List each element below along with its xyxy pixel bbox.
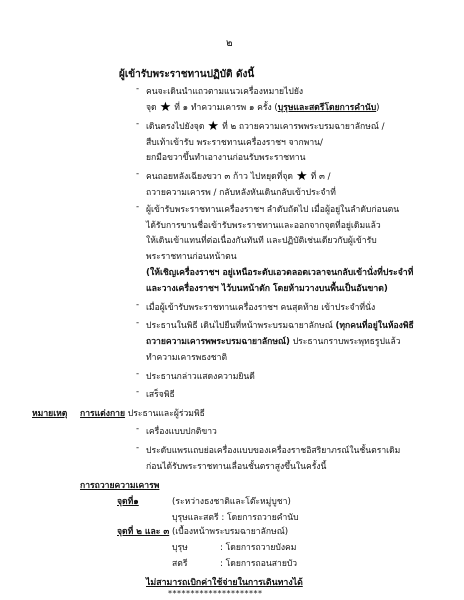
bullet-dash: - (136, 443, 140, 453)
step-8: เสร็จพิธี (146, 390, 175, 400)
page-heading: ผู้เข้ารับพระราชทานปฏิบัติ ดังนี้ (119, 69, 255, 80)
step-1-line-2: จุด ★ ที่ ๑ ทำความเคารพ ๑ ครั้ง (บุรุษและสตรีโดยการคำนับ) (146, 100, 380, 115)
bullet-dash: - (136, 119, 140, 129)
step-6-line-1: ประธานในพิธี เดินไปยืนที่หน้าพระบรมฉายาลักษณ์ (ทุกคนที่อยู่ในห้องพิธี (146, 321, 414, 331)
step-4-line-1: ผู้เข้ารับพระราชทานเครื่องราชฯ ลำดับถัดไป เมื่อผู้อยู่ในลำดับก่อนตน (146, 205, 400, 215)
dress-code-1: เครื่องแบบปกติขาว (146, 427, 217, 437)
step-4-bold-note-1: (ให้เชิญเครื่องราชฯ อยู่เหนือระดับเอวตลอดเวลาจนกลับเข้านั่งที่ประจำที่ (146, 268, 414, 278)
bullet-dash: - (136, 387, 140, 397)
bullet-dash: - (136, 318, 140, 328)
bullet-dash: - (136, 424, 140, 434)
point-1-detail: บุรุษและสตรี : โดยการถวายคำนับ (172, 513, 299, 523)
step-4-bold-note-2: และวางเครื่องราชฯ ไว้บนหน้าตัก โดยห้ามวางบนพื้นเป็นอันขาด) (146, 284, 388, 294)
salute-title: การถวายความเคารพ (80, 481, 160, 491)
star-icon: ★ (207, 119, 220, 134)
footer-stars: ********************* (168, 589, 263, 598)
step-4-line-2: ได้รับการขานชื่อเข้ารับพระราชทานและออกจากจุดที่อยู่เดิมแล้ว (146, 221, 381, 231)
point-1-label: จุดที่๑ (117, 497, 139, 507)
step-3-line-1: คนถอยหลังเฉียงขวา ๓ ก้าว ไปหยุดที่จุด ★ ที่ ๓ / (146, 169, 331, 184)
point-1-description: (ระหว่างธงชาติและโต๊ะหมู่บูชา) (172, 497, 291, 507)
step-2-line-3: ยกมือขวาขึ้นทำเอางานก่อนรับพระราชทาน (146, 153, 306, 163)
step-6-line-3: ทำความเคารพธงชาติ (146, 353, 228, 363)
step-3-line-2: ถวายความเคารพ / กลับหลังหันเดินกลับเข้าประจำที่ (146, 188, 336, 198)
step-1-line-1: คนจะเดินนำแถวตามแนวเครื่องหมายไปยัง (146, 87, 304, 97)
female-salute-label: สตรี (172, 559, 188, 569)
step-2-line-2: สืบเท้าเข้ารับ พระราชทานเครื่องราชฯ จากพาน/ (146, 138, 323, 148)
remarks-label: หมายเหตุ (32, 409, 68, 419)
travel-expense-note: ไม่สามารถเบิกค่าใช้จ่ายในการเดินทางได้ (146, 578, 303, 588)
bullet-dash: - (136, 169, 140, 179)
dress-code-2-line-1: ประดับแพรแถบย่อเครื่องแบบของเครื่องราชอิสริยาภรณ์ในชั้นตราเดิม (146, 446, 401, 456)
dress-code-line: การแต่งกาย ประธานและผู้ร่วมพิธี (80, 409, 205, 419)
bullet-dash: - (136, 84, 140, 94)
step-4-line-3: ให้เดินเข้าแทนที่ต่อเนื่องกันทันที และปฏิบัติเช่นเดียวกับผู้เข้ารับ (146, 236, 377, 246)
page-number: ๒ (226, 38, 233, 49)
dress-code-2-line-2: ก่อนได้รับพระราชทานเลื่อนชั้นตราสูงขึ้นในครั้งนี้ (146, 462, 327, 472)
female-salute-value: : โดยการถอนสายบัว (220, 559, 298, 569)
step-2-line-1: เดินตรงไปยังจุด ★ ที่ ๒ ถวายความเคารพพระบรมฉายาลักษณ์ / (146, 119, 385, 134)
point-2-3-line: จุดที่ ๒ และ ๓ (เบื้องหน้าพระบรมฉายาลักษณ์) (117, 527, 289, 537)
step-4-line-4: พระราชทานก่อนหน้าตน (146, 252, 237, 262)
male-salute-value: : โดยการถวายบังคม (220, 543, 297, 553)
bullet-dash: - (136, 369, 140, 379)
step-7: ประธานกล่าวแสดงความยินดี (146, 372, 255, 382)
bullet-dash: - (136, 202, 140, 212)
star-icon: ★ (159, 100, 172, 115)
step-6-line-2: ถวายความเคารพพระบรมฉายาลักษณ์) ประธานกราบพระพุทธรูปแล้ว (146, 337, 401, 347)
star-icon: ★ (295, 169, 308, 184)
male-salute-label: บุรุษ (172, 543, 188, 553)
bullet-dash: - (136, 300, 140, 310)
step-5: เมื่อผู้เข้ารับพระราชทานเครื่องราชฯ คนสุดท้าย เข้าประจำที่นั่ง (146, 303, 376, 313)
